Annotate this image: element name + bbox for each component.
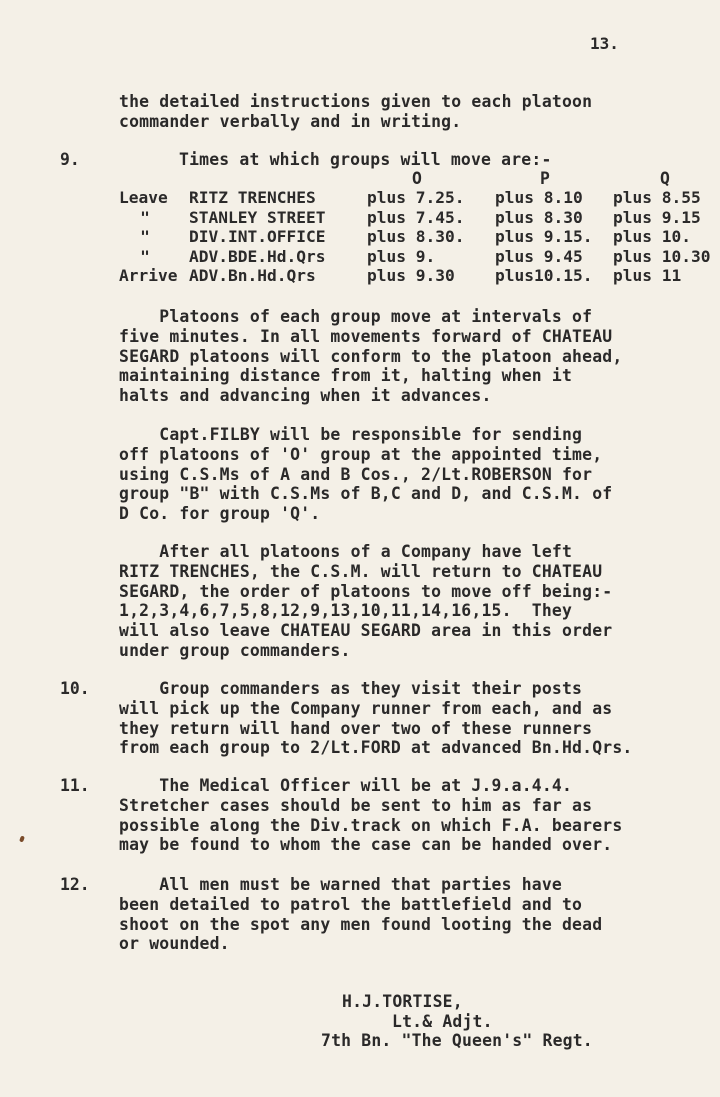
row-action: Arrive — [119, 266, 178, 286]
section-number-10: 10. — [60, 679, 90, 698]
section-12-paragraph — [119, 875, 602, 954]
table-row — [119, 188, 710, 208]
paragraph-line: group "B" with C.S.Ms of B,C and D, and C.S.M. of — [119, 484, 613, 504]
time-q: plus 10. — [613, 227, 691, 247]
section-number-12: 12. — [60, 875, 90, 894]
table-row — [119, 208, 710, 228]
paragraph-line: RITZ TRENCHES, the C.S.M. will return to CHATEAU — [119, 561, 603, 581]
row-place: ADV.BDE.Hd.Qrs — [189, 246, 326, 266]
section-9-paragraph-3 — [119, 542, 612, 661]
paragraph-line: halts and advancing when it advances. — [119, 386, 492, 406]
row-place: RITZ TRENCHES — [189, 188, 316, 207]
section-9-paragraph-2 — [119, 425, 612, 524]
paragraph-line: Platoons of each group move at intervals of — [119, 307, 593, 326]
paragraph-line: The Medical Officer will be at J.9.a.4.4. — [119, 776, 573, 795]
intro-paragraph — [119, 92, 592, 132]
paragraph-line: they return will hand over two of these runners — [119, 718, 593, 738]
paragraph-line: Capt.FILBY will be responsible for sending — [119, 425, 583, 444]
time-o: plus 7.25. — [367, 188, 465, 207]
movement-times-table — [119, 188, 710, 286]
paragraph-line: All men must be warned that parties have — [119, 875, 562, 894]
paragraph-line: shoot on the spot any men found looting the dead — [119, 914, 603, 934]
time-q: plus 11 — [613, 266, 682, 286]
ink-speck — [19, 835, 25, 842]
time-p: plus 9.45 — [495, 246, 583, 266]
intro-line: commander verbally and in writing. — [119, 111, 462, 131]
paragraph-line: SEGARD platoons will conform to the platoon ahead, — [119, 346, 623, 366]
time-p: plus10.15. — [495, 266, 593, 286]
time-o: plus 9. — [367, 246, 436, 266]
paragraph-line: will pick up the Company runner from each, and as — [119, 698, 613, 718]
time-q: plus 9.15 — [613, 207, 701, 227]
paragraph-line: or wounded. — [119, 934, 230, 954]
paragraph-line: SEGARD, the order of platoons to move off being:- — [119, 581, 613, 601]
paragraph-line: After all platoons of a Company have left — [119, 542, 573, 561]
section-9-heading: Times at which groups will move are:- — [179, 150, 552, 169]
section-10-paragraph — [119, 679, 632, 758]
section-number-9: 9. — [60, 150, 80, 169]
paragraph-line: off platoons of 'O' group at the appointed time, — [119, 444, 603, 464]
group-label-q: Q — [660, 169, 671, 188]
row-action: Leave — [119, 188, 168, 207]
section-9-paragraph-1 — [119, 307, 622, 406]
time-q: plus 8.55 — [613, 188, 701, 207]
paragraph-line: Group commanders as they visit their posts — [119, 679, 583, 698]
row-action: " — [140, 207, 150, 227]
signatory-rank: Lt.& Adjt. — [392, 1012, 493, 1031]
table-row — [119, 266, 710, 286]
paragraph-line: been detailed to patrol the battlefield and to — [119, 894, 583, 914]
paragraph-line: may be found to whom the case can be handed over. — [119, 835, 613, 855]
row-place: STANLEY STREET — [189, 207, 326, 227]
paragraph-line: possible along the Div.track on which F.A. bearers — [119, 815, 623, 835]
time-o: plus 8.30. — [367, 227, 465, 247]
table-row — [119, 227, 710, 247]
time-p: plus 8.30 — [495, 207, 583, 227]
group-label-p: P — [540, 169, 551, 188]
paragraph-line: using C.S.Ms of A and B Cos., 2/Lt.ROBERSON for — [119, 464, 593, 484]
paragraph-line: 1,2,3,4,6,7,5,8,12,9,13,10,11,14,16,15. They — [119, 601, 573, 621]
row-place: DIV.INT.OFFICE — [189, 227, 326, 247]
intro-line: the detailed instructions given to each platoon — [119, 92, 593, 111]
paragraph-line: Stretcher cases should be sent to him as far as — [119, 795, 593, 815]
page-number: 13. — [590, 34, 619, 53]
signatory-name: H.J.TORTISE, — [342, 992, 463, 1011]
signatory-unit: 7th Bn. "The Queen's" Regt. — [321, 1031, 593, 1050]
row-place: ADV.Bn.Hd.Qrs — [189, 266, 316, 286]
time-q: plus 10.30 — [613, 246, 711, 266]
section-number-11: 11. — [60, 776, 90, 795]
section-11-paragraph — [119, 776, 622, 855]
row-action: " — [140, 246, 150, 266]
paragraph-line: under group commanders. — [119, 640, 351, 660]
time-p: plus 8.10 — [495, 188, 583, 207]
time-o: plus 9.30 — [367, 266, 455, 286]
group-label-o: O — [412, 169, 423, 188]
paragraph-line: D Co. for group 'Q'. — [119, 504, 321, 524]
time-p: plus 9.15. — [495, 227, 593, 247]
paragraph-line: will also leave CHATEAU SEGARD area in this order — [119, 621, 613, 641]
paragraph-line: five minutes. In all movements forward of CHATEAU — [119, 326, 613, 346]
row-action: " — [140, 227, 150, 247]
paragraph-line: from each group to 2/Lt.FORD at advanced Bn.Hd.Qrs. — [119, 738, 633, 758]
paragraph-line: maintaining distance from it, halting when it — [119, 366, 573, 386]
table-row — [119, 247, 710, 267]
time-o: plus 7.45. — [367, 207, 465, 227]
